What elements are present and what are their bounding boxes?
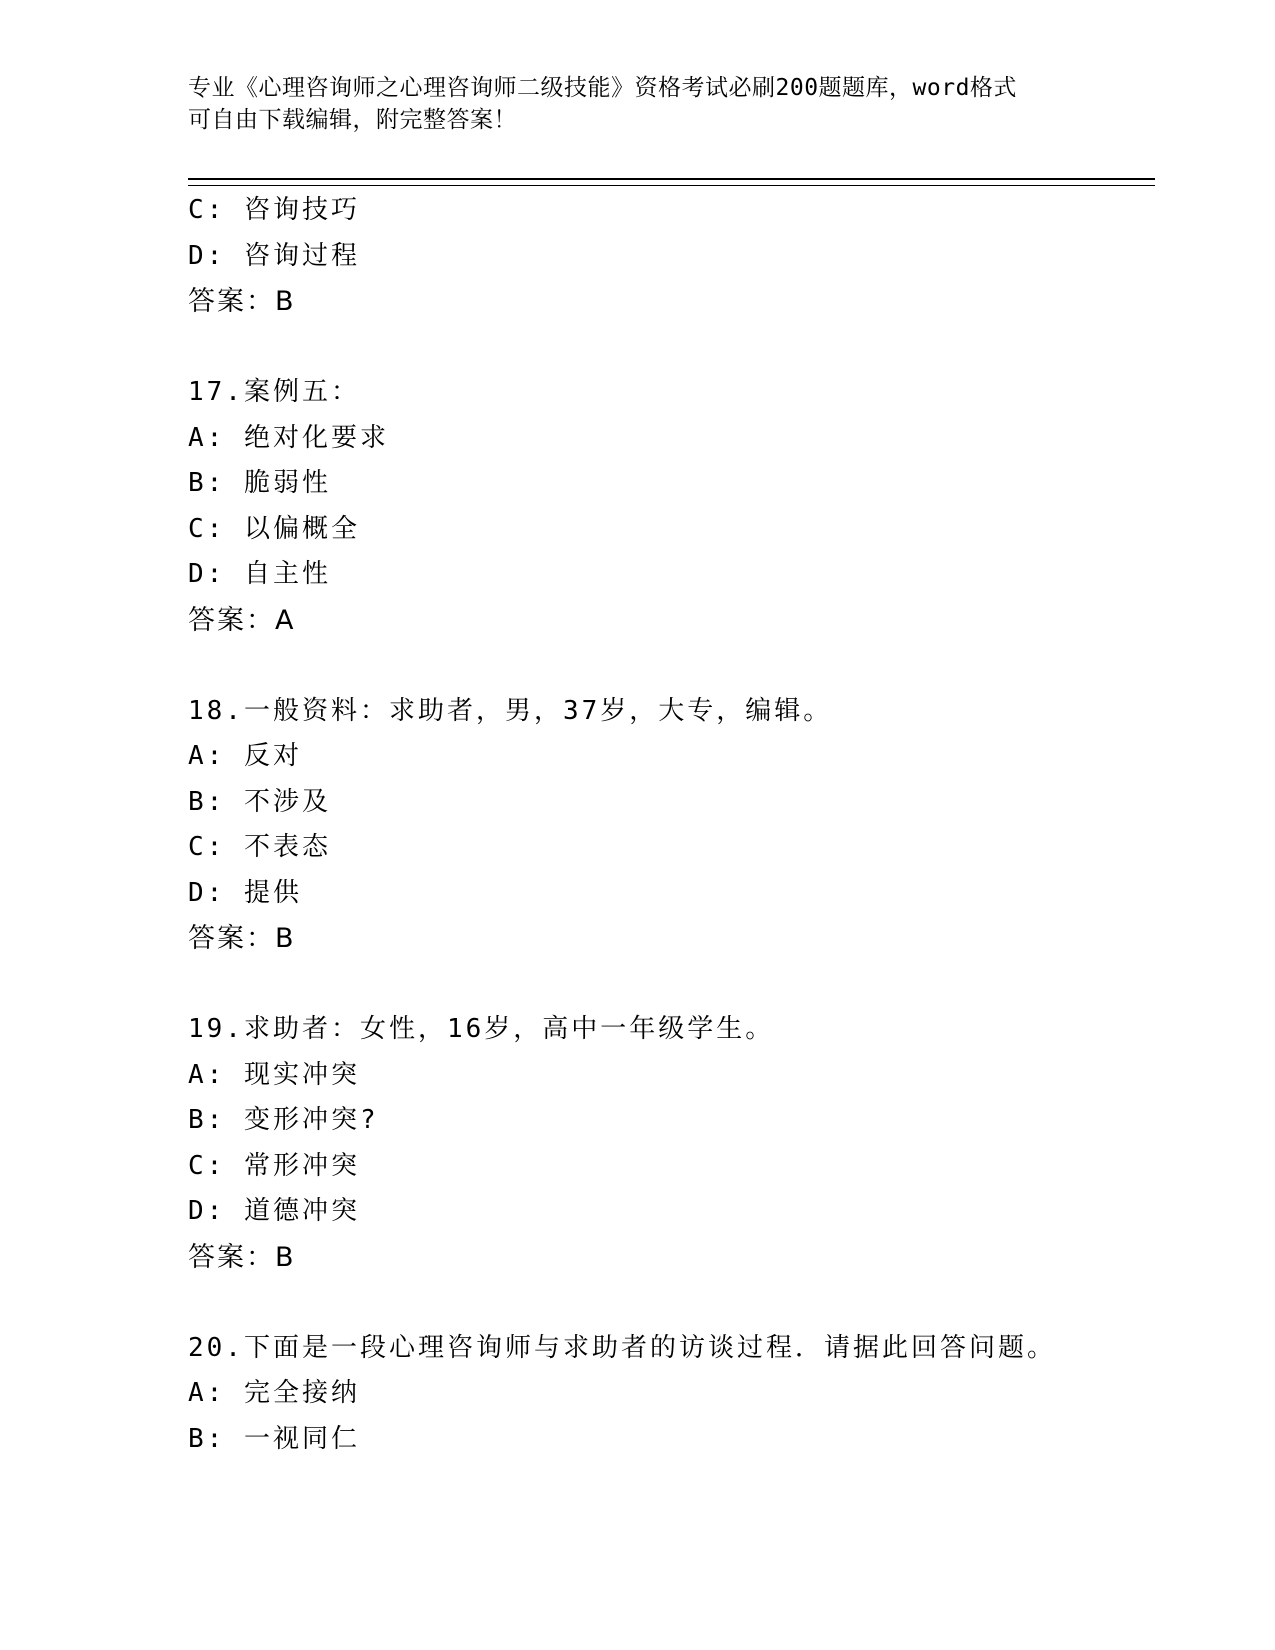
option-d: D: 自主性 — [188, 559, 331, 589]
question-list — [188, 188, 1148, 1462]
question-block-18 — [188, 689, 1148, 962]
option-c: C: 咨询技巧 — [188, 195, 360, 225]
question-stem: 17.案例五： — [188, 377, 360, 407]
option-d: D: 提供 — [188, 877, 302, 908]
option-d: D: 道德冲突 — [188, 1196, 360, 1226]
question-block-19 — [188, 1007, 1148, 1280]
question-stem: 18.一般资料：求助者，男，37岁，大专，编辑。 — [188, 695, 833, 726]
page-header — [188, 72, 1088, 136]
header-divider — [188, 178, 1155, 186]
answer-line: 答案：B — [188, 1241, 296, 1273]
question-stem: 19.求助者：女性，16岁，高中一年级学生。 — [188, 1014, 775, 1044]
option-b: B: 不涉及 — [188, 786, 331, 817]
option-b: B: 一视同仁 — [188, 1423, 360, 1454]
spacer — [188, 643, 1148, 689]
question-stem: 20.下面是一段心理咨询师与求助者的访谈过程．请据此回答问题。 — [188, 1332, 1056, 1363]
answer-line: 答案：B — [188, 923, 296, 954]
option-c: C: 以偏概全 — [188, 513, 360, 544]
answer-line: 答案：B — [188, 286, 296, 317]
option-a: A: 完全接纳 — [188, 1378, 360, 1408]
spacer — [188, 1280, 1148, 1326]
question-block-17 — [188, 370, 1148, 643]
spacer — [188, 962, 1148, 1008]
header-title-line-1: 专业《心理咨询师之心理咨询师二级技能》资格考试必刷200题题库，word格式 — [188, 75, 1017, 101]
header-title-line-2: 可自由下载编辑，附完整答案！ — [188, 107, 517, 133]
question-block-continued — [188, 188, 1148, 325]
answer-line: 答案：A — [188, 604, 296, 636]
spacer — [188, 325, 1148, 371]
option-c: C: 常形冲突 — [188, 1150, 360, 1181]
option-a: A: 现实冲突 — [188, 1059, 360, 1090]
option-a: A: 反对 — [188, 741, 302, 771]
question-block-20 — [188, 1326, 1148, 1463]
option-a: A: 绝对化要求 — [188, 422, 389, 453]
option-b: B: 脆弱性 — [188, 468, 331, 498]
option-c: C: 不表态 — [188, 832, 331, 862]
option-d: D: 咨询过程 — [188, 240, 360, 271]
option-b: B: 变形冲突? — [188, 1105, 379, 1135]
